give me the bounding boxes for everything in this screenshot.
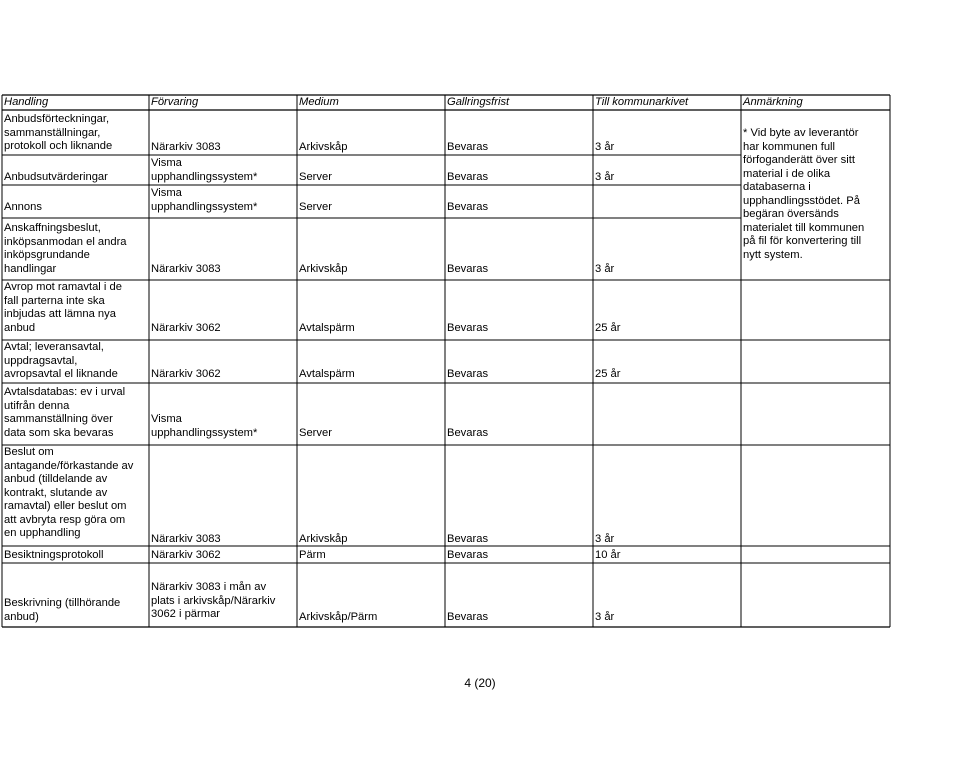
cell-handling: Avtal; leveransavtal, uppdragsavtal, avropsavtal el liknande	[4, 341, 118, 380]
page-number: 4 (20)	[464, 676, 496, 690]
cell-till-kommunarkivet: 3 år	[595, 533, 615, 545]
cell-till-kommunarkivet: 3 år	[595, 171, 615, 183]
cell-medium: Arkivskåp	[299, 141, 348, 153]
cell-gallringsfrist: Bevaras	[447, 322, 489, 334]
cell-handling: Annons	[4, 201, 42, 213]
cell-handling: Beskrivning (tillhörande anbud)	[4, 597, 121, 623]
cell-medium: Pärm	[299, 549, 326, 561]
cell-gallringsfrist: Bevaras	[447, 201, 489, 213]
cell-handling: Avrop mot ramavtal i de fall parterna inte ska inbjudas att lämna nya anbud	[4, 281, 122, 334]
cell-gallringsfrist: Bevaras	[447, 533, 489, 545]
header-anmarkning: Anmärkning	[743, 96, 803, 108]
cell-gallringsfrist: Bevaras	[447, 427, 489, 439]
cell-medium: Avtalspärm	[299, 368, 355, 380]
cell-forvaring: Närarkiv 3083	[151, 141, 221, 153]
cell-gallringsfrist: Bevaras	[447, 171, 489, 183]
cell-forvaring: Närarkiv 3083	[151, 533, 221, 545]
header-till-kommunarkivet: Till kommunarkivet	[595, 96, 689, 108]
cell-till-kommunarkivet: 3 år	[595, 611, 615, 623]
cell-medium: Server	[299, 201, 332, 213]
cell-till-kommunarkivet: 25 år	[595, 368, 621, 380]
anmarkning-note: * Vid byte av leverantör har kommunen full förfoganderätt över sitt material i de olika databaserna i upphandlingsstödet. På begäran översänds materialet till kommunen på fil för konvertering till nytt system.	[743, 127, 865, 261]
cell-forvaring: Visma upphandlingssystem*	[151, 187, 258, 213]
cell-gallringsfrist: Bevaras	[447, 549, 489, 561]
cell-gallringsfrist: Bevaras	[447, 141, 489, 153]
cell-gallringsfrist: Bevaras	[447, 263, 489, 275]
cell-medium: Arkivskåp	[299, 533, 348, 545]
cell-medium: Arkivskåp/Pärm	[299, 611, 378, 623]
cell-till-kommunarkivet: 25 år	[595, 322, 621, 334]
cell-handling: Anbudsförteckningar, sammanställningar, protokoll och liknande	[4, 113, 113, 152]
cell-forvaring: Visma upphandlingssystem*	[151, 413, 258, 439]
cell-medium: Server	[299, 171, 332, 183]
cell-forvaring: Närarkiv 3062	[151, 322, 221, 334]
header-medium: Medium	[299, 96, 339, 108]
cell-forvaring: Visma upphandlingssystem*	[151, 157, 258, 183]
cell-forvaring: Närarkiv 3062	[151, 549, 221, 561]
cell-forvaring: Närarkiv 3062	[151, 368, 221, 380]
cell-till-kommunarkivet: 10 år	[595, 549, 621, 561]
cell-gallringsfrist: Bevaras	[447, 368, 489, 380]
cell-handling: Beslut om antagande/förkastande av anbud (tilldelande av kontrakt, slutande av ramavtal) eller beslut om att avbryta resp göra om en upphandling	[4, 446, 134, 539]
header-forvaring: Förvaring	[151, 96, 199, 108]
cell-handling: Anskaffningsbeslut, inköpsanmodan el andra inköpsgrundande handlingar	[4, 222, 127, 275]
cell-forvaring: Närarkiv 3083 i mån av plats i arkivskåp/Närarkiv 3062 i pärmar	[151, 581, 276, 620]
cell-handling: Anbudsutvärderingar	[4, 171, 108, 183]
cell-forvaring: Närarkiv 3083	[151, 263, 221, 275]
cell-gallringsfrist: Bevaras	[447, 611, 489, 623]
header-handling: Handling	[4, 96, 49, 108]
cell-handling: Avtalsdatabas: ev i urval utifrån denna sammanställning över data som ska bevaras	[4, 386, 126, 439]
cell-till-kommunarkivet: 3 år	[595, 263, 615, 275]
cell-medium: Server	[299, 427, 332, 439]
cell-handling: Besiktningsprotokoll	[4, 549, 104, 561]
cell-till-kommunarkivet: 3 år	[595, 141, 615, 153]
cell-medium: Avtalspärm	[299, 322, 355, 334]
header-gallringsfrist: Gallringsfrist	[447, 96, 510, 108]
cell-medium: Arkivskåp	[299, 263, 348, 275]
